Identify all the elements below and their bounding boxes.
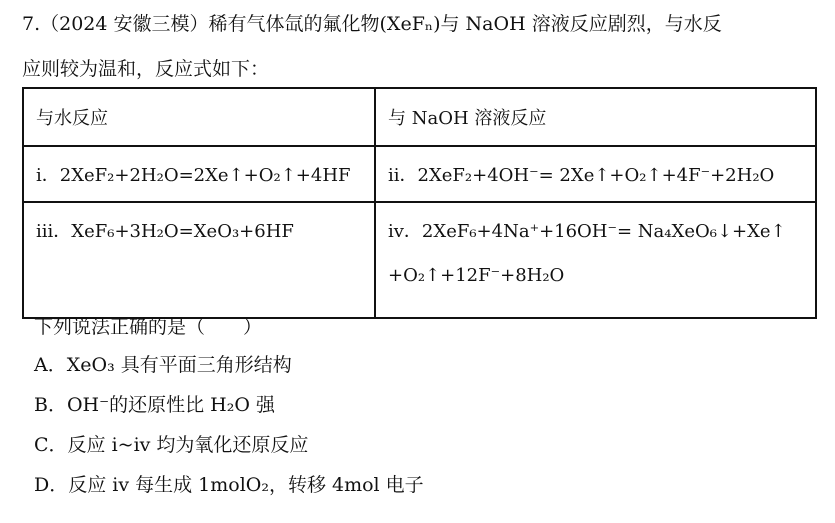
option-a[interactable]: A．XeO₃ 具有平面三角形结构 — [34, 354, 292, 376]
question-stem: 下列说法正确的是（ ） — [34, 316, 263, 338]
question-text-line2: 应则较为温和，反应式如下： — [22, 58, 270, 80]
header-naoh-reaction: 与 NaOH 溶液反应 — [375, 88, 816, 146]
option-b[interactable]: B．OH⁻的还原性比 H₂O 强 — [34, 394, 275, 416]
reaction-i: i．2XeF₂+2H₂O=2Xe↑+O₂↑+4HF — [23, 146, 375, 202]
reaction-iii — [23, 202, 375, 318]
table-row — [23, 202, 816, 318]
answer-options — [34, 352, 424, 512]
reaction-iii-text: iii．XeF₆+3H₂O=XeO₃+6HF — [36, 221, 294, 242]
reaction-iv-line1: iv．2XeF₆+4Na⁺+16OH⁻= Na₄XeO₆↓+Xe↑ — [388, 221, 786, 242]
question-text-line1: 7.（2024 安徽三模）稀有气体氙的氟化物(XeFₙ)与 NaOH 溶液反应剧烈，与水反 — [22, 13, 722, 35]
table-row — [23, 146, 816, 202]
reaction-iv-line2: +O₂↑+12F⁻+8H₂O — [388, 265, 565, 286]
option-d[interactable]: D．反应 iv 每生成 1molO₂，转移 4mol 电子 — [34, 474, 424, 496]
reaction-iv — [375, 202, 816, 318]
reaction-table — [22, 87, 817, 319]
header-water-reaction: 与水反应 — [23, 88, 375, 146]
reaction-ii: ii．2XeF₂+4OH⁻= 2Xe↑+O₂↑+4F⁻+2H₂O — [375, 146, 816, 202]
option-c[interactable]: C．反应 i~iv 均为氧化还原反应 — [34, 434, 309, 456]
table-header-row — [23, 88, 816, 146]
